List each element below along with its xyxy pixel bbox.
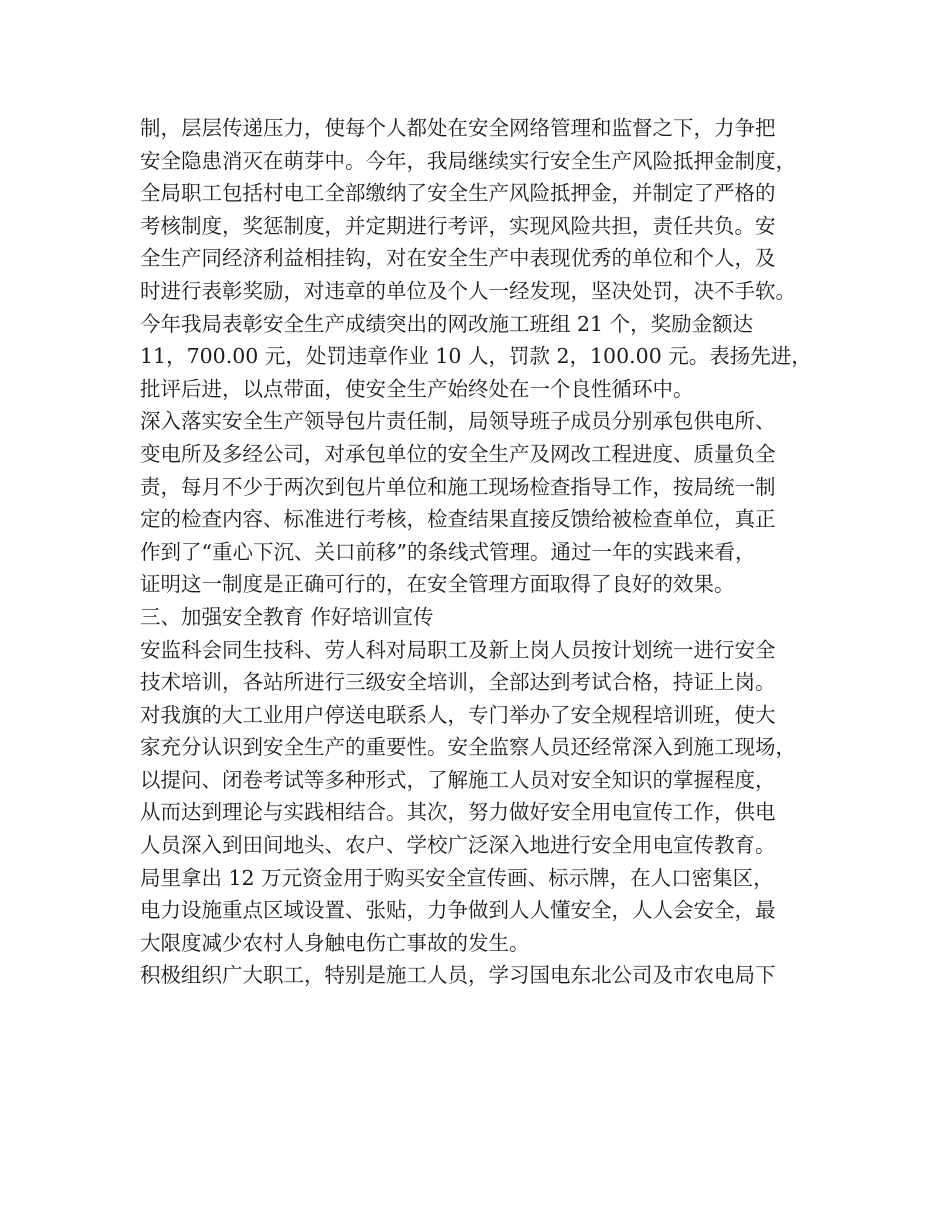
text-line: 11，700.00 元，处罚违章作业 10 人，罚款 2，100.00 元。表扬先进，: [140, 344, 812, 369]
text-line: 作到了“重心下沉、关口前移”的条线式管理。通过一年的实践来看，: [140, 539, 756, 564]
text-line: 电力设施重点区域设置、张贴，力争做到人人懂安全，人人会安全，最: [140, 898, 776, 923]
text-line: 大限度减少农村人身触电伤亡事故的发生。: [140, 930, 530, 955]
text-line: 变电所及多经公司，对承包单位的安全生产及网改工程进度、质量负全: [140, 441, 776, 466]
text-line: 深入落实安全生产领导包片责任制，局领导班子成员分别承包供电所、: [140, 409, 776, 434]
text-line: 安监科会同生技科、劳人科对局职工及新上岗人员按计划统一进行安全: [140, 637, 776, 662]
text-line: 人员深入到田间地头、农户、学校广泛深入地进行安全用电宣传教育。: [140, 833, 776, 858]
text-line: 今年我局表彰安全生产成绩突出的网改施工班组 21 个，奖励金额达: [140, 311, 754, 336]
text-line: 全局职工包括村电工全部缴纳了安全生产风险抵押金，并制定了严格的: [140, 181, 776, 206]
section-heading: 三、加强安全教育 作好培训宣传: [140, 604, 434, 629]
text-line: 证明这一制度是正确可行的，在安全管理方面取得了良好的效果。: [140, 572, 735, 597]
text-line: 对我旗的大工业用户停送电联系人，专门举办了安全规程培训班，使大: [140, 702, 776, 727]
text-line: 安全隐患消灭在萌芽中。今年，我局继续实行安全生产风险抵押金制度，: [140, 148, 796, 173]
text-line: 考核制度，奖惩制度，并定期进行考评，实现风险共担，责任共负。安: [140, 213, 776, 238]
text-line: 定的检查内容、标准进行考核，检查结果直接反馈给被检查单位，真正: [140, 507, 776, 532]
text-line: 批评后进，以点带面，使安全生产始终处在一个良性循环中。: [140, 376, 694, 401]
document-body: [140, 112, 840, 992]
text-line: 技术培训，各站所进行三级安全培训，全部达到考试合格，持证上岗。: [140, 670, 776, 695]
text-line: 从而达到理论与实践相结合。其次，努力做好安全用电宣传工作，供电: [140, 800, 776, 825]
text-line: 以提问、闭卷考试等多种形式，了解施工人员对安全知识的掌握程度，: [140, 767, 776, 792]
text-line: 制，层层传递压力，使每个人都处在安全网络管理和监督之下，力争把: [140, 116, 776, 140]
text-line: 积极组织广大职工，特别是施工人员，学习国电东北公司及市农电局下: [140, 963, 776, 988]
text-line: 全生产同经济利益相挂钩，对在安全生产中表现优秀的单位和个人，及: [140, 246, 776, 271]
text-line: 责，每月不少于两次到包片单位和施工现场检查指导工作，按局统一制: [140, 474, 776, 499]
text-line: 局里拿出 12 万元资金用于购买安全宣传画、标示牌，在人口密集区，: [140, 865, 774, 890]
text-line: 家充分认识到安全生产的重要性。安全监察人员还经常深入到施工现场，: [140, 735, 796, 760]
text-line: 时进行表彰奖励，对违章的单位及个人一经发现，坚决处罚，决不手软。: [140, 278, 796, 303]
